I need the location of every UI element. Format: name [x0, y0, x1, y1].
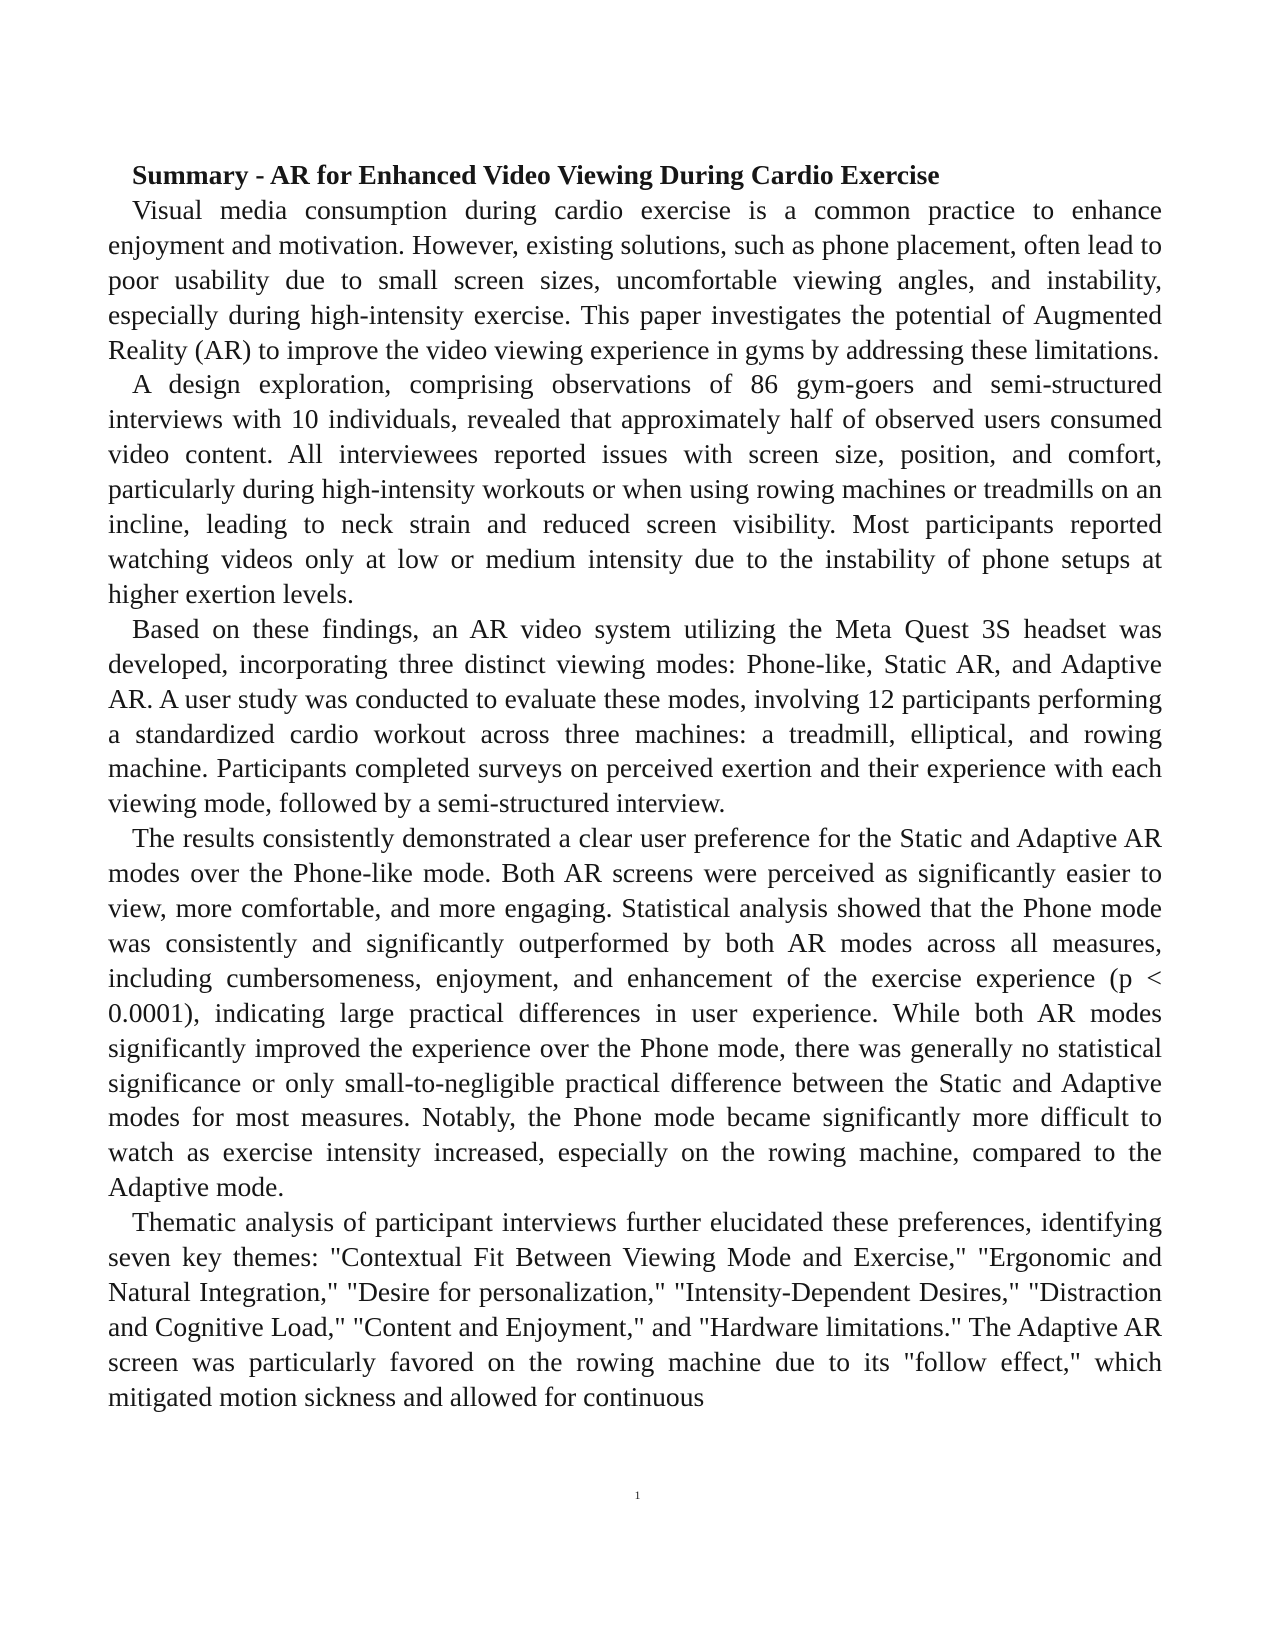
document-title: Summary - AR for Enhanced Video Viewing During Cardio Exercise — [132, 159, 940, 190]
paragraph-thematic-analysis: Thematic analysis of participant interviews further elucidated these preferences, identifying seven key themes: "Contextual Fit Between Viewing Mode and Exercise," "Ergonomic and Natural Integration," "Desire for personalization," "Intensity-Dependent Desires," "Distraction and Cognitive Load," "Content and Enjoyment," and "Hardware limitations." The Adaptive AR screen was particularly favored on the rowing machine due to its "follow effect," which mitigated motion sickness and allowed for continuous — [108, 1206, 1162, 1412]
paragraph-design-exploration: A design exploration, comprising observations of 86 gym-goers and semi-structured interviews with 10 individuals, revealed that approximately half of observed users consumed video content. All interviewees reported issues with screen size, position, and comfort, particularly during high-intensity workouts or when using rowing machines or treadmills on an incline, leading to neck strain and reduced screen visibility. Most participants reported watching videos only at low or medium intensity due to the instability of phone setups at higher exertion levels. — [108, 368, 1162, 609]
page-number: 1 — [634, 1488, 641, 1502]
paragraph-introduction: Visual media consumption during cardio exercise is a common practice to enhance enjoyment and motivation. However, existing solutions, such as phone placement, often lead to poor usability due to small screen sizes, uncomfortable viewing angles, and instability, especially during high-intensity exercise. This paper investigates the potential of Augmented Reality (AR) to improve the video viewing experience in gyms by addressing these limitations. — [108, 193, 1162, 365]
document-body — [108, 158, 1162, 1415]
paragraph-system-and-study: Based on these findings, an AR video system utilizing the Meta Quest 3S headset was developed, incorporating three distinct viewing modes: Phone-like, Static AR, and Adaptive AR. A user study was conducted to evaluate these modes, involving 12 participants performing a standardized cardio workout across three machines: a treadmill, elliptical, and rowing machine. Participants completed surveys on perceived exertion and their experience with each viewing mode, followed by a semi-structured interview. — [108, 612, 1162, 819]
paragraph-results: The results consistently demonstrated a clear user preference for the Static and Adaptive AR modes over the Phone-like mode. Both AR screens were perceived as significantly easier to view, more comfortable, and more engaging. Statistical analysis showed that the Phone mode was consistently and significantly outperformed by both AR modes across all measures, including cumbersomeness, enjoyment, and enhancement of the exercise experience (p < 0.0001), indicating large practical differences in user experience. While both AR modes significantly improved the experience over the Phone mode, there was generally no statistical significance or only small-to-negligible practical difference between the Static and Adaptive modes for most measures. Notably, the Phone mode became significantly more difficult to watch as exercise intensity increased, especially on the rowing machine, compared to the Adaptive mode. — [108, 822, 1162, 1203]
